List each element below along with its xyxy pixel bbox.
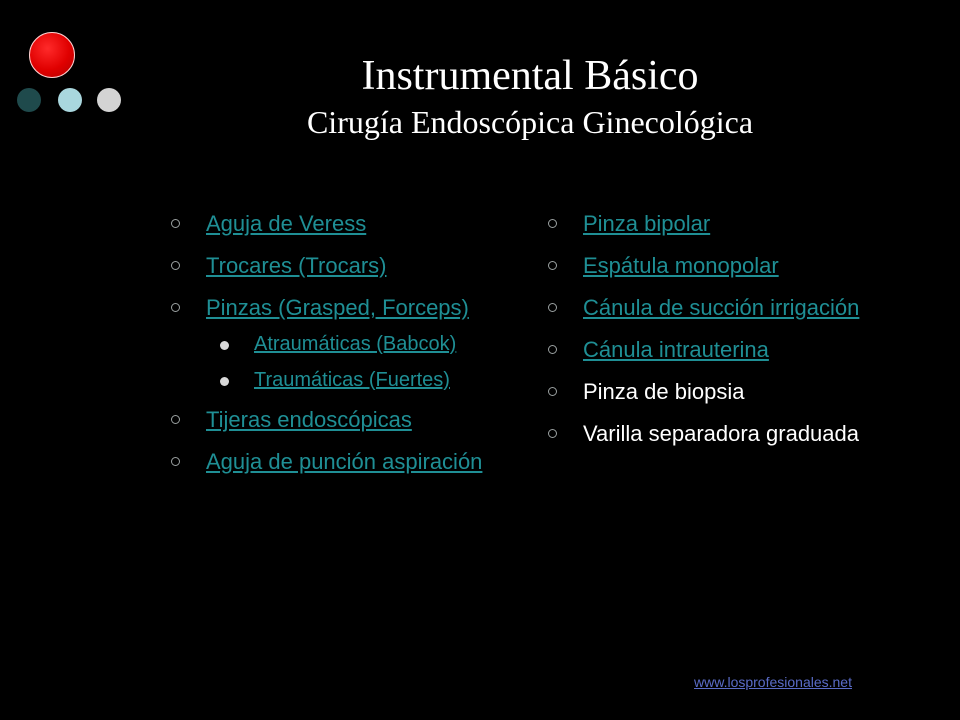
link-pinza-bipolar[interactable]: Pinza bipolar xyxy=(583,211,711,236)
ring-bullet-icon xyxy=(171,457,180,466)
light-teal-dot-icon xyxy=(58,88,82,112)
right-column xyxy=(545,208,875,460)
ring-bullet-icon xyxy=(171,303,180,312)
slide-title: Instrumental Básico xyxy=(361,53,699,99)
ring-bullet-icon xyxy=(548,345,557,354)
link-atraumaticas[interactable]: Atraumáticas (Babcok) xyxy=(254,333,457,355)
disc-bullet-icon xyxy=(220,377,229,386)
ring-bullet-icon xyxy=(548,261,557,270)
ring-bullet-icon xyxy=(548,303,557,312)
decorative-dots xyxy=(0,0,140,130)
link-pinzas[interactable]: Pinzas (Grasped, Forceps) xyxy=(206,295,469,320)
list-item xyxy=(168,250,528,281)
list-item xyxy=(545,292,875,323)
link-canula-intrauterina[interactable]: Cánula intrauterina xyxy=(583,337,769,362)
ring-bullet-icon xyxy=(171,219,180,228)
list-item xyxy=(168,292,528,392)
list-item xyxy=(545,418,875,449)
list-item xyxy=(168,446,528,477)
slide-subtitle: Cirugía Endoscópica Ginecológica xyxy=(306,104,754,140)
list-item xyxy=(168,404,528,435)
footer xyxy=(660,673,852,691)
link-tijeras-endoscopicas[interactable]: Tijeras endoscópicas xyxy=(206,407,412,432)
list-item xyxy=(545,334,875,365)
item-varilla-separadora: Varilla separadora graduada xyxy=(583,421,859,446)
ring-bullet-icon xyxy=(548,387,557,396)
disc-bullet-icon xyxy=(220,341,229,350)
list-item xyxy=(545,208,875,239)
sub-list-item xyxy=(216,332,528,356)
red-circle-icon xyxy=(29,32,75,78)
link-traumaticas[interactable]: Traumáticas (Fuertes) xyxy=(254,369,450,391)
sub-list-item xyxy=(216,368,528,392)
ring-bullet-icon xyxy=(171,261,180,270)
link-aguja-de-veress[interactable]: Aguja de Veress xyxy=(206,211,367,236)
link-trocares[interactable]: Trocares (Trocars) xyxy=(206,253,387,278)
ring-bullet-icon xyxy=(548,429,557,438)
list-item xyxy=(545,376,875,407)
gray-dot-icon xyxy=(97,88,121,112)
dark-teal-dot-icon xyxy=(17,88,41,112)
ring-bullet-icon xyxy=(548,219,557,228)
link-canula-succion[interactable]: Cánula de succión irrigación xyxy=(583,295,860,320)
list-item xyxy=(545,250,875,281)
item-pinza-de-biopsia: Pinza de biopsia xyxy=(583,379,745,404)
left-column xyxy=(168,208,528,488)
link-espatula-monopolar[interactable]: Espátula monopolar xyxy=(583,253,779,278)
footer-website-link[interactable]: www.losprofesionales.net xyxy=(694,674,852,690)
link-aguja-de-puncion[interactable]: Aguja de punción aspiración xyxy=(206,449,483,474)
slide-header xyxy=(200,50,860,142)
list-item xyxy=(168,208,528,239)
ring-bullet-icon xyxy=(171,415,180,424)
